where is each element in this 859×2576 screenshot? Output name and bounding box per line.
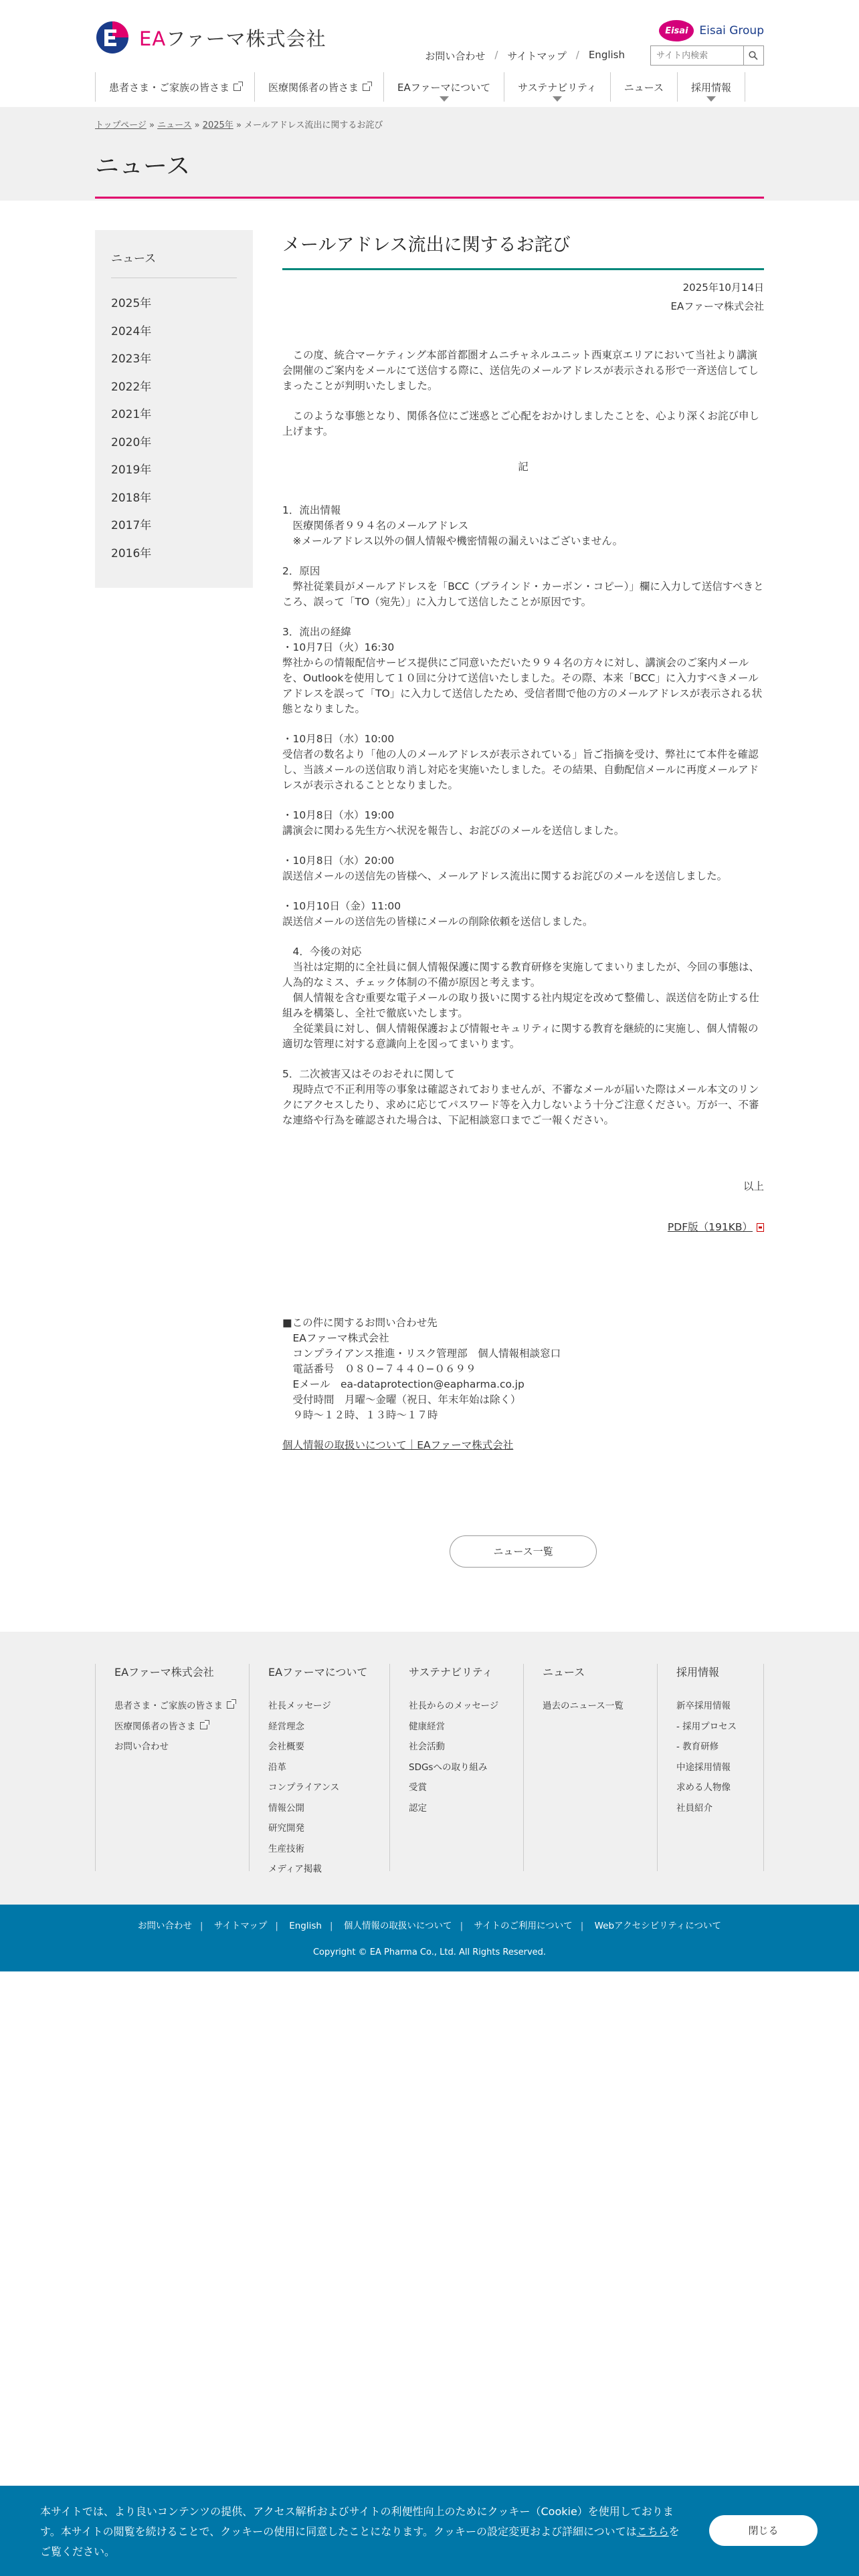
footer-link[interactable]: 新卒採用情報 xyxy=(676,1701,731,1711)
timeline-oct10: ・10月10日（金）11:00 誤送信メールの送信先の皆様にメールの削除依頼を送信しました。 xyxy=(282,900,593,928)
footer-bottom-links: お問い合わせ | サイトマップ | English | 個人情報の取扱いについて | サイトのご利用について | Webアクセシビリティについて xyxy=(137,1921,721,1931)
sidebar-item-2021[interactable]: 2021年 xyxy=(111,408,152,421)
footer-col-title[interactable]: サステナビリティ xyxy=(409,1666,493,1679)
privacy-policy-link[interactable]: 個人情報の取扱いについて｜EAファーマ株式会社 xyxy=(282,1439,514,1451)
footer-link[interactable]: - 採用プロセス xyxy=(676,1721,737,1732)
external-link-icon xyxy=(363,84,370,91)
section-secondary-damage: 5．二次被害又はそのおそれに関して 現時点で不正利用等の事象は確認されておりませんが、不審なメールが届いた際はメール本文のリンクにアクセスしたり、求めに応じてパスワード等を入力しないよう十分ご注意ください。万が一、不審な連絡や行為を確認された場合は、下記相談窓口までご一報ください。 xyxy=(282,1068,759,1126)
cookie-banner xyxy=(0,2486,859,2576)
footer-link[interactable]: 健康経営 xyxy=(409,1721,445,1732)
article xyxy=(282,230,764,1453)
sidebar-item-2020[interactable]: 2020年 xyxy=(111,435,152,449)
nav-recruit[interactable]: 採用情報 xyxy=(677,72,745,102)
footer-col-title[interactable]: ニュース xyxy=(543,1666,585,1679)
logo-mark-icon xyxy=(95,20,134,55)
breadcrumb-year[interactable]: 2025年 xyxy=(202,120,233,130)
footer-link[interactable]: 生産技術 xyxy=(268,1843,304,1854)
footer-col-sustainability xyxy=(389,1664,523,1871)
sidebar-heading[interactable]: ニュース xyxy=(111,243,237,278)
footer-link[interactable]: 医療関係者の皆さま xyxy=(114,1719,237,1739)
section-cause: 2．原因 弊社従業員がメールアドレスを「BCC（ブラインド・カーボン・コピー）」欄に入力して送信すべきところ、誤って「TO（宛先）」に入力して送信したことが原因です。 xyxy=(282,565,764,608)
footer-link[interactable]: 情報公開 xyxy=(268,1802,304,1814)
footer-col-title[interactable]: EAファーマ株式会社 xyxy=(114,1666,214,1679)
footer-link[interactable]: 研究開発 xyxy=(268,1823,304,1834)
footer-link[interactable]: お問い合わせ xyxy=(114,1741,169,1752)
breadcrumb-current: メールアドレス流出に関するお詫び xyxy=(244,120,383,130)
footer-link[interactable]: 社会活動 xyxy=(409,1741,445,1752)
nav-about[interactable]: EAファーマについて xyxy=(383,72,504,102)
footer-link[interactable]: 認定 xyxy=(409,1802,427,1814)
timeline-oct8-1000: ・10月8日（水）10:00 受信者の数名より「他の人のメールアドレスが表示されている」旨ご指摘を受け、弊社にて本件を確認し、当該メールの送信取り消し対応を実施いたしました。その結果、自動配信メールに再度メールアドレスが表示されることとなりました。 xyxy=(282,733,759,791)
footer-link[interactable]: 受賞 xyxy=(409,1782,427,1793)
footer-link[interactable]: 沿革 xyxy=(268,1761,286,1773)
search-icon xyxy=(749,51,758,60)
ki-label: 記 xyxy=(518,461,529,473)
sidebar xyxy=(95,230,253,588)
util-separator: / xyxy=(575,49,579,61)
sidebar-item-2016[interactable]: 2016年 xyxy=(111,546,152,560)
nav-medical[interactable]: 医療関係者の皆さま xyxy=(254,72,383,102)
nav-patients[interactable]: 患者さま・ご家族の皆さま xyxy=(95,72,254,102)
article-company: EAファーマ株式会社 xyxy=(670,300,764,312)
eisai-group-logo[interactable] xyxy=(659,20,764,41)
news-list-button[interactable]: ニュース一覧 xyxy=(450,1535,597,1568)
sidebar-year-list xyxy=(111,290,237,568)
logo-wordmark: EAファーマ株式会社 xyxy=(139,27,326,50)
footer-link[interactable]: 過去のニュース一覧 xyxy=(543,1701,624,1711)
external-link-icon xyxy=(200,1722,207,1729)
footer-col-news xyxy=(523,1664,657,1871)
footer-bottom-link[interactable]: サイトのご利用について xyxy=(474,1921,573,1931)
footer-bottom-link[interactable]: English xyxy=(289,1921,322,1931)
dropdown-triangle-icon xyxy=(706,96,716,102)
footer-col-title[interactable]: 採用情報 xyxy=(676,1666,720,1679)
search-button[interactable] xyxy=(744,45,764,66)
section-leaked-info: 1．流出情報 医療関係者９９４名のメールアドレス ※メールアドレス以外の個人情報や機密情報の漏えいはございません。 xyxy=(282,504,624,547)
footer-link[interactable]: 社長メッセージ xyxy=(268,1701,331,1711)
footer-link[interactable]: SDGsへの取り組み xyxy=(409,1761,488,1773)
article-title: メールアドレス流出に関するお詫び xyxy=(282,230,764,270)
section-timeline: 3．流出の経緯 ・10月7日（火）16:30 弊社からの情報配信サービス提供にご同意いただいた９９４名の方々に対し、講演会のご案内メールを、Outlookを使用して１０回に分けて送信いたしました。その際、本来「BCC」に入力すべきメールアドレスを誤って「TO」に入力して送信したため、受信者間で他の方のメールアドレスが表示される状態となりました。 xyxy=(282,626,763,715)
footer-link[interactable]: 中途採用情報 xyxy=(676,1761,731,1773)
footer-link[interactable]: 経営理念 xyxy=(268,1721,304,1732)
breadcrumb: トップページ » ニュース » 2025年 » メールアドレス流出に関するお詫び xyxy=(95,120,383,130)
util-english-link[interactable]: English xyxy=(588,49,625,61)
copyright: Copyright © EA Pharma Co., Ltd. All Rights Reserved. xyxy=(312,1947,547,1957)
util-sitemap-link[interactable]: サイトマップ xyxy=(507,50,567,62)
pdf-link[interactable]: PDF版（191KB） xyxy=(667,1221,753,1233)
dropdown-triangle-icon xyxy=(553,96,562,102)
utility-links xyxy=(425,49,625,63)
breadcrumb-top[interactable]: トップページ xyxy=(95,120,147,130)
page-title-band xyxy=(0,107,859,201)
footer-link[interactable]: 会社概要 xyxy=(268,1741,304,1752)
site-search xyxy=(650,45,764,66)
cookie-close-button[interactable]: 閉じる xyxy=(709,2515,818,2546)
section-future-measures: 4．今後の対応 当社は定期的に全社員に個人情報保護に関する教育研修を実施してまいりましたが、今回の事態は、人為的なミス、チェック体制の不備が原因と考えます。 個人情報を含む重要な電子メールの取り扱いに関する社内規定を改めて整備し、誤送信を防止する仕組みを構築し、全社で徹底いたします。 全従業員に対し、個人情報保護および情報セキュリティに関する教育を継続的に実施し、個人情報の適切な管理に対する意識向上を図ってまいります。 xyxy=(282,946,760,1050)
footer-link[interactable]: 求める人物像 xyxy=(676,1782,731,1793)
sidebar-item-2025[interactable]: 2025年 xyxy=(111,297,152,310)
eisai-badge: Eisai xyxy=(659,20,694,41)
footer-link[interactable]: - 教育研修 xyxy=(676,1741,719,1752)
article-meta xyxy=(282,278,764,316)
intro-paragraph: この度、統合マーケティング本部首都圏オムニチャネルユニット西東京エリアにおいて当社より講演会開催のご案内をメールにて送信する際に、送信先のメールアドレスが表示される形で一斉送信してしまったことが判明いたしました。 xyxy=(282,349,759,392)
footer-bottom-link[interactable]: 個人情報の取扱いについて xyxy=(343,1921,452,1931)
article-date: 2025年10月14日 xyxy=(682,282,764,294)
sidebar-item-2017[interactable]: 2017年 xyxy=(111,519,152,532)
footer-bottom-link[interactable]: Webアクセシビリティについて xyxy=(594,1921,721,1931)
sidebar-item-2024[interactable]: 2024年 xyxy=(111,324,152,338)
global-nav xyxy=(95,72,745,102)
eisai-group-label: Eisai Group xyxy=(699,24,764,37)
footer-col-recruit xyxy=(657,1664,764,1871)
footer-link[interactable]: 社長からのメッセージ xyxy=(409,1701,499,1711)
external-link-icon xyxy=(227,1701,234,1709)
timeline-oct8-1900: ・10月8日（水）19:00 講演会に関わる先生方へ状況を報告し、お詫びのメールを送信しました。 xyxy=(282,809,625,837)
cookie-details-link[interactable]: こちら xyxy=(636,2525,669,2538)
breadcrumb-news[interactable]: ニュース xyxy=(157,120,192,130)
search-input[interactable] xyxy=(650,45,744,66)
footer-link[interactable]: コンプライアンス xyxy=(268,1782,340,1793)
article-body xyxy=(282,348,764,1453)
apology-paragraph: このような事態となり、関係各位にご迷惑とご心配をおかけしましたことを、心より深くお詫び申し上げます。 xyxy=(282,410,760,437)
nav-news[interactable]: ニュース xyxy=(610,72,677,102)
sidebar-item-2019[interactable]: 2019年 xyxy=(111,463,152,477)
pdf-link-row xyxy=(282,1220,764,1235)
footer-link[interactable]: メディア掲載 xyxy=(268,1864,322,1874)
page-title: ニュース xyxy=(95,152,191,180)
external-link-icon xyxy=(233,84,241,91)
footer-link[interactable]: 患者さま・ご家族の皆さま xyxy=(114,1698,237,1719)
sidebar-item-2022[interactable]: 2022年 xyxy=(111,380,152,394)
sidebar-item-2018[interactable]: 2018年 xyxy=(111,491,152,505)
util-separator: / xyxy=(494,49,498,61)
ijou-label: 以上 xyxy=(743,1180,764,1192)
contact-block: ■この件に関するお問い合わせ先 EAファーマ株式会社 コンプライアンス推進・リスク管理部 個人情報相談窓口 電話番号 ０８０−７４４０−０６９９ Eメール ea-dataprotection@eapharma.co.jp 受付時間 月曜〜金曜（祝日、年末年始は除く） ９時〜１２時、１３時〜１７時 xyxy=(282,1317,561,1421)
footer-bottom-link[interactable]: サイトマップ xyxy=(213,1921,268,1931)
site-header xyxy=(0,0,859,107)
nav-sustainability[interactable]: サステナビリティ xyxy=(504,72,610,102)
footer-link[interactable]: 社員紹介 xyxy=(676,1802,712,1814)
cookie-text: 本サイトでは、より良いコンテンツの提供、アクセス解析およびサイトの利便性向上のためにクッキー（Cookie）を使用しております。本サイトの閲覧を続けることで、クッキーの使用に同意したことになります。クッキーの設定変更および詳細についてはこちらをご覧ください。 xyxy=(40,2505,680,2558)
title-underline xyxy=(95,197,764,199)
footer-bottom-link[interactable]: お問い合わせ xyxy=(137,1921,192,1931)
footer-col-about xyxy=(249,1664,389,1874)
site-logo[interactable] xyxy=(95,20,326,55)
footer-bar xyxy=(0,1905,859,1971)
sidebar-item-2023[interactable]: 2023年 xyxy=(111,352,152,366)
util-contact-link[interactable]: お問い合わせ xyxy=(425,50,486,62)
footer-nav xyxy=(0,1632,859,1905)
dropdown-triangle-icon xyxy=(440,96,449,102)
footer-col-title[interactable]: EAファーマについて xyxy=(268,1666,368,1679)
pdf-icon xyxy=(757,1223,764,1232)
footer-col-company xyxy=(95,1664,249,1871)
timeline-oct8-2000: ・10月8日（水）20:00 誤送信メールの送信先の皆様へ、メールアドレス流出に関するお詫びのメールを送信しました。 xyxy=(282,855,728,882)
